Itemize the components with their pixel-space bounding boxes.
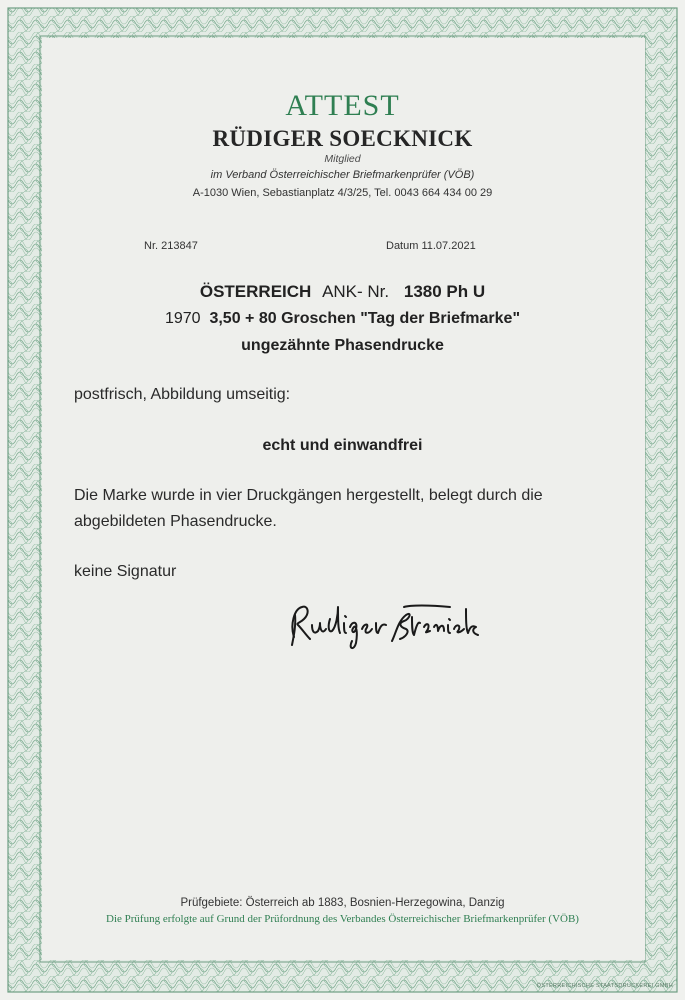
issue-line — [0, 310, 685, 328]
certificate-date: Datum 11.07.2021 — [386, 240, 476, 252]
association-name: im Verband Österreichischer Briefmarkenprüfer (VÖB) — [210, 169, 475, 181]
examination-areas: Prüfgebiete: Österreich ab 1883, Bosnien-Herzegowina, Danzig — [180, 897, 505, 909]
examiner-name: RÜDIGER SOECKNICK — [212, 126, 473, 151]
issue-description: 3,50 + 80 Groschen "Tag der Briefmarke" — [209, 310, 521, 327]
member-label: Mitglied — [324, 153, 361, 165]
signature-note: keine Signatur — [74, 563, 177, 580]
description-line-2: abgebildeten Phasendrucke. — [74, 513, 277, 530]
verdict-text: echt und einwandfrei — [262, 437, 423, 454]
catalog-label: ANK- Nr. — [322, 282, 390, 301]
description-line-1: Die Marke wurde in vier Druckgängen hergestellt, belegt durch die — [74, 487, 543, 504]
catalog-line — [0, 282, 685, 302]
country: ÖSTERREICH — [199, 282, 312, 301]
catalog-number: 1380 Ph U — [403, 282, 486, 301]
issue-year: 1970 — [164, 310, 201, 327]
printer-imprint: ÖSTERREICHISCHE STAATSDRUCKEREI GMBH — [536, 983, 673, 989]
handwritten-signature — [280, 595, 480, 655]
certificate-title: ATTEST — [285, 89, 400, 122]
examination-rules-note: Die Prüfung erfolgte auf Grund der Prüfordnung des Verbandes Österreichischer Briefmarkenprüfer (VÖB) — [106, 913, 579, 925]
certificate-number: Nr. 213847 — [144, 240, 198, 252]
examiner-address: A-1030 Wien, Sebastianplatz 4/3/25, Tel. 0043 664 434 00 29 — [192, 187, 493, 199]
condition-text: postfrisch, Abbildung umseitig: — [74, 386, 291, 403]
variety-line: ungezähnte Phasendrucke — [241, 337, 444, 354]
